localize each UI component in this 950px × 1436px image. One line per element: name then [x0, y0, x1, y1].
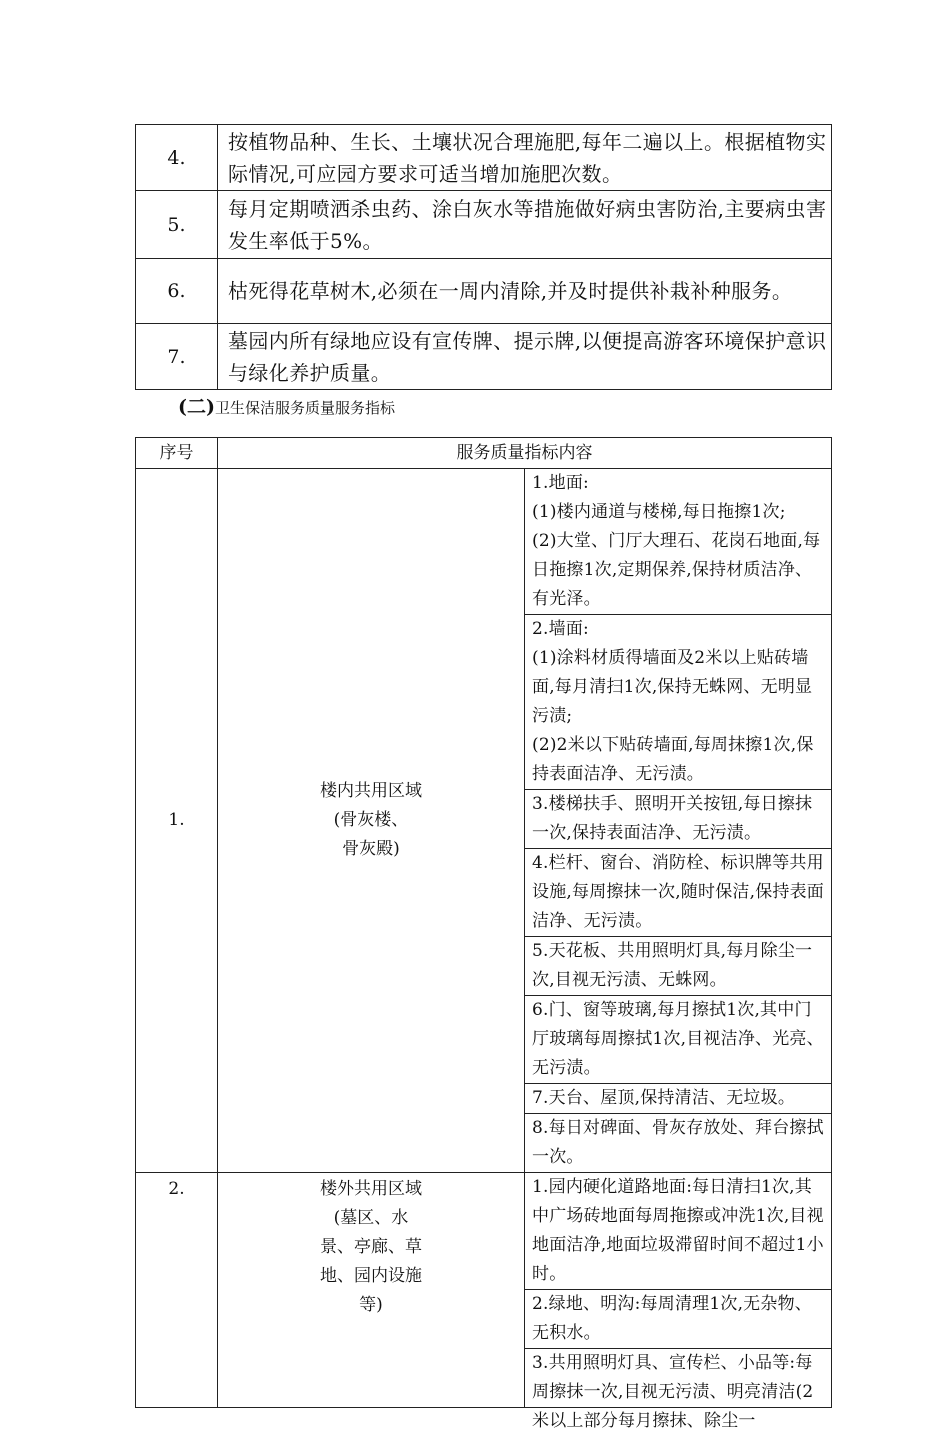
table-row [136, 469, 832, 615]
section-heading [178, 392, 395, 419]
row-number: 6. [136, 259, 218, 324]
area-line: 楼外共用区域 [320, 1179, 422, 1199]
item-cell: 8.每日对碑面、骨灰存放处、拜台擦拭一次。 [525, 1114, 832, 1173]
item-cell: 7.天台、屋顶,保持清洁、无垃圾。 [525, 1084, 832, 1114]
section-prefix: (二) [178, 396, 215, 418]
row-text: 枯死得花草树木,必须在一周内清除,并及时提供补栽补种服务。 [218, 259, 832, 324]
item-line: 2.墙面: [532, 619, 589, 639]
header-serial: 序号 [136, 438, 218, 469]
item-cell: 4.栏杆、窗台、消防栓、标识牌等共用设施,每周擦抹一次,随时保洁,保持表面洁净、无污渍。 [525, 849, 832, 937]
row-text: 墓园内所有绿地应设有宣传牌、提示牌,以便提高游客环境保护意识与绿化养护质量。 [218, 324, 832, 390]
row-number: 5. [136, 191, 218, 259]
cleaning-service-table [135, 437, 832, 1431]
header-content: 服务质量指标内容 [218, 438, 832, 469]
item-line: 1.地面: [532, 473, 589, 493]
area-line: (墓区、水 [333, 1208, 409, 1228]
group-number: 1. [136, 469, 218, 1173]
item-cell: 3.楼梯扶手、照明开关按钮,每日擦抹一次,保持表面洁净、无污渍。 [525, 790, 832, 849]
group-number: 2. [136, 1173, 218, 1408]
row-number: 4. [136, 125, 218, 191]
group-area [218, 469, 525, 1173]
area-line: (骨灰楼、 [333, 810, 409, 830]
table-row [136, 125, 832, 191]
item-cell [525, 469, 832, 615]
group-area [218, 1173, 525, 1408]
item-text-clip: 3.共用照明灯具、宣传栏、小品等:每周擦抹一次,目视无污渍、明亮清洁(2米以上部分每月擦抹、除尘一 [532, 1353, 814, 1431]
item-cell [525, 1349, 832, 1431]
item-line: (1)楼内通道与楼梯,每日拖擦1次; [532, 502, 786, 522]
item-cell: 1.园内硬化道路地面:每日清扫1次,其中广场砖地面每周拖擦或冲洗1次,目视地面洁净,地面垃圾滞留时间不超过1小时。 [525, 1173, 832, 1290]
area-line: 楼内共用区域 [320, 781, 422, 801]
row-number: 7. [136, 324, 218, 390]
item-line: (2)大堂、门厅大理石、花岗石地面,每日拖擦1次,定期保养,保持材质洁净、有光泽。 [532, 531, 821, 609]
table-header-row [136, 438, 832, 469]
item-cell [525, 615, 832, 790]
row-text: 按植物品种、生长、土壤状况合理施肥,每年二遍以上。根据植物实际情况,可应园方要求可适当增加施肥次数。 [218, 125, 832, 191]
table-row [136, 1173, 832, 1290]
area-line: 地、园内设施 [320, 1266, 422, 1286]
item-cell: 5.天花板、共用照明灯具,每月除尘一次,目视无污渍、无蛛网。 [525, 937, 832, 996]
item-cell: 6.门、窗等玻璃,每月擦拭1次,其中门厅玻璃每周擦拭1次,目视洁净、光亮、无污渍。 [525, 996, 832, 1084]
area-line: 骨灰殿) [342, 839, 400, 859]
area-line: 景、亭廊、草 [320, 1237, 422, 1257]
area-line: 等) [359, 1295, 383, 1315]
table-row [136, 324, 832, 390]
table-row [136, 259, 832, 324]
item-line: (1)涂料材质得墙面及2米以上贴砖墙面,每月清扫1次,保持无蛛网、无明显污渍; [532, 648, 813, 726]
section-title: 卫生保洁服务质量服务指标 [214, 399, 395, 417]
item-line: (2)2米以下贴砖墙面,每周抹擦1次,保持表面洁净、无污渍。 [532, 735, 814, 784]
planting-maintenance-table [135, 124, 832, 390]
item-cell: 2.绿地、明沟:每周清理1次,无杂物、无积水。 [525, 1290, 832, 1349]
table-row [136, 191, 832, 259]
row-text: 每月定期喷洒杀虫药、涂白灰水等措施做好病虫害防治,主要病虫害发生率低于5%。 [218, 191, 832, 259]
